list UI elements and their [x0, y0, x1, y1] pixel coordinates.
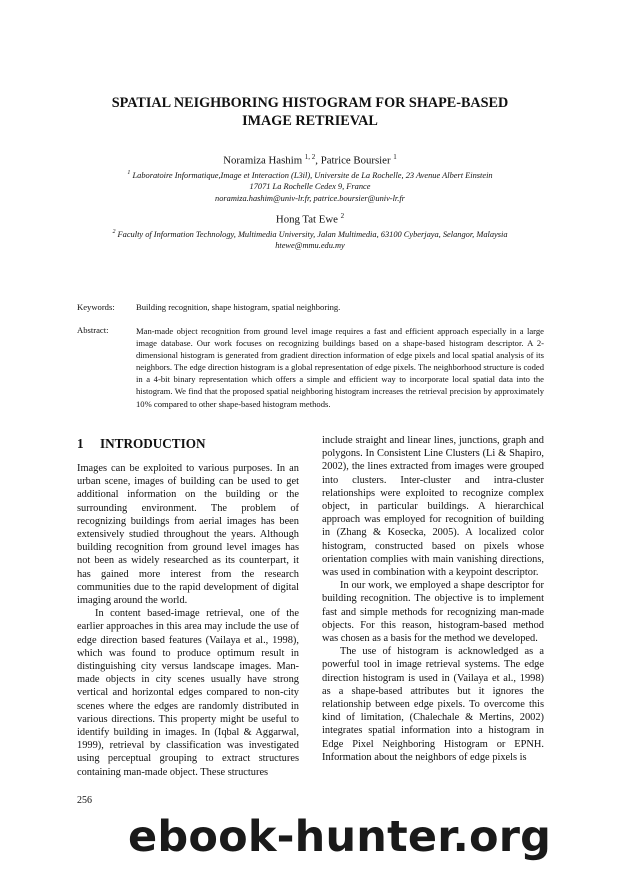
abstract-label: Abstract: — [77, 325, 109, 335]
section-heading — [77, 436, 206, 452]
affiliation-2-text: Faculty of Information Technology, Multimedia University, Jalan Multimedia, 63100 Cyberjaya, Selangor, Malaysia — [117, 229, 508, 239]
author-name: Patrice Boursier — [320, 154, 391, 167]
paragraph: include straight and linear lines, junctions, graph and polygons. In Consistent Line Clusters (Li & Shapiro, 2002), the lines extracted from images were grouped into clusters. Inter-cluster and intra-cluster relationships were exploited to recognize complex object, in particular buildings. A hierarchical approach was employed for recognition of building in (Zhang & Kosecka, 2005). A localized color histogram, constructed based on pixels whose orientation complies with main vanishing directions, was used in combination with a keypoint descriptor. — [322, 435, 544, 579]
keywords-text: Building recognition, shape histogram, spatial neighboring. — [136, 302, 341, 312]
right-column — [322, 434, 544, 764]
author-superscript: 1, 2 — [304, 153, 316, 161]
paragraph: Images can be exploited to various purposes. In an urban scene, images of building can be used to get additional information on the building or the surrounding environment. The problem of recognizing buildings from aerial images has been extensively studied throughout the years. Although building recognition from ground level images has not been as widely researched as its counterpart, it has gained more interest from the research communities due to the rapid development of digital imaging around the world. — [77, 463, 299, 607]
affiliation-superscript: 1 — [127, 170, 131, 176]
affiliation-1-line-2: 17071 La Rochelle Cedex 9, France — [249, 182, 371, 192]
author-name: Hong Tat Ewe — [275, 213, 338, 226]
section-number: 1 — [77, 436, 84, 451]
author-superscript: 1 — [393, 153, 397, 161]
affiliation-2-line-1 — [40, 227, 580, 240]
affiliation-1-line-1 — [40, 168, 580, 181]
affiliation-superscript: 2 — [112, 229, 116, 235]
abstract-text: Man-made object recognition from ground level image requires a fast and efficient approach especially in a large image database. Our work focuses on recognizing buildings based on a shape-based histogram descriptor. A 2-dimensional histogram is generated from gradient direction information of edge pixels and local spatial analysis of its neighbors. The edge direction histogram is a global representation of edge pixels. The neighborhood structure is coded in a 4-bit binary representation which offers a simple and efficient way to incorporate local spatial data into the histogram. We find that the proposed spatial neighboring histogram increases the retrieval precision by approximately 10% compared to other shape-based histogram methods. — [136, 326, 544, 409]
authors-line-2 — [40, 212, 580, 226]
affiliation-2-email: htewe@mmu.edu.my — [275, 241, 345, 251]
author-name: Noramiza Hashim — [223, 154, 303, 167]
affiliation-2 — [40, 227, 580, 252]
watermark: ebook-hunter.org — [128, 812, 552, 862]
page-number: 256 — [77, 795, 92, 806]
authors-line-1 — [40, 153, 580, 167]
affiliation-1 — [40, 168, 580, 204]
title-line-2: IMAGE RETRIEVAL — [242, 113, 378, 129]
title-line-1: SPATIAL NEIGHBORING HISTOGRAM FOR SHAPE-BASED — [111, 95, 509, 111]
section-title: INTRODUCTION — [100, 436, 206, 451]
paragraph: The use of histogram is acknowledged as a powerful tool in image retrieval systems. The edge direction histogram is used in (Vailaya et al., 1998) as a shape-based attributes but it ignores the relationship between edge pixels. To overcome this kind of limitation, (Chalechale & Mertins, 2002) integrates spatial information into a histogram in Edge Pixel Neighboring Histogram or EPNH. Information about the neighbors of edge pixels is — [322, 646, 544, 763]
affiliation-1-email: noramiza.hashim@univ-lr.fr, patrice.boursier@univ-lr.fr — [215, 193, 405, 203]
author-superscript: 2 — [340, 212, 345, 220]
left-column — [77, 462, 299, 779]
paper-title — [60, 94, 560, 130]
keywords-label: Keywords: — [77, 302, 115, 312]
affiliation-1-text: Laboratoire Informatique,Image et Interaction (L3il), Universite de La Rochelle, 23 Avenue Albert Einstein — [132, 170, 493, 180]
paragraph: In content based-image retrieval, one of the earlier approaches in this area may include the use of edge direction based features (Vailaya et al., 1998), which was found to produce optimum result in distinguishing city versus landscape images. Man-made objects in city scenes usually have strong vertical and horizontal edges compared to non-city scenes where the edges are randomly distributed in various directions. This property might be useful to identify building in images. In (Iqbal & Aggarwal, 1999), retrieval by classification was investigated using perceptual grouping to extract structures containing man-made object. These structures — [77, 608, 299, 778]
paragraph: In our work, we employed a shape descriptor for building recognition. The objective is to implement fast and simple methods for recognizing man-made objects. For this reason, histogram-based method was chosen as a basis for the method we developed. — [322, 580, 544, 645]
author-separator: , — [315, 154, 321, 167]
